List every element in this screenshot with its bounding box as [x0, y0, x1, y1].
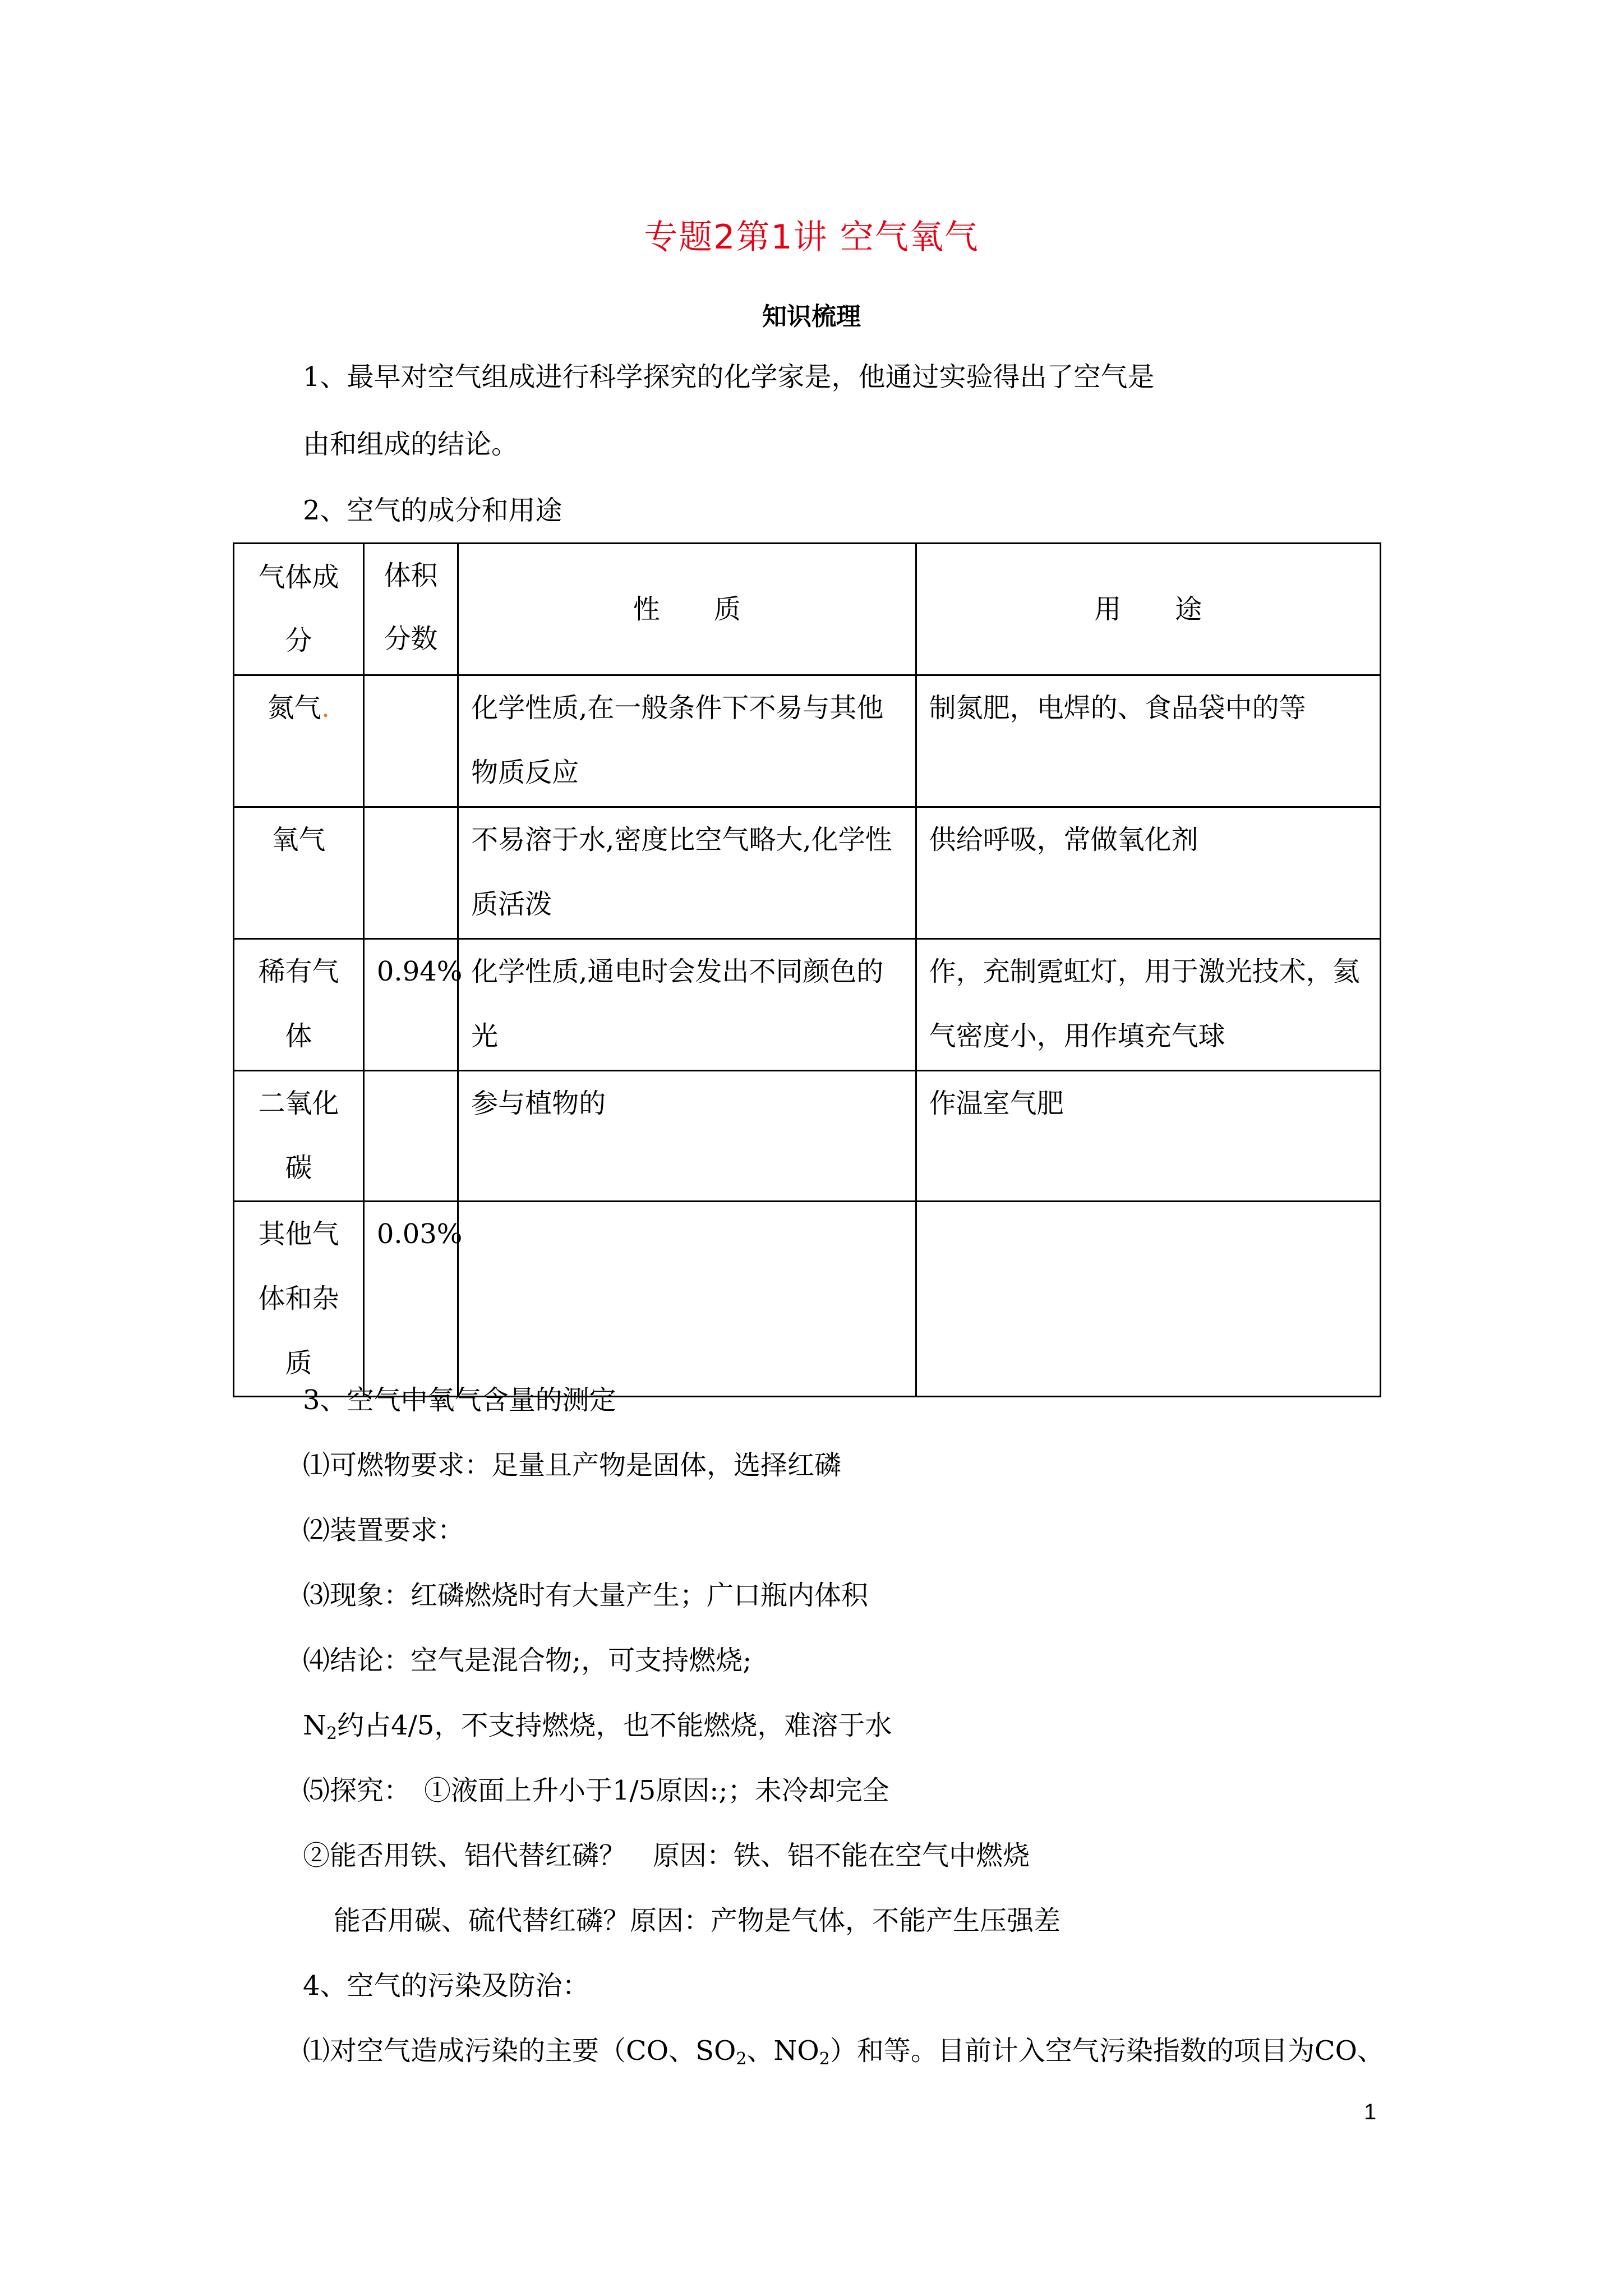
row-oxygen-use: 供给呼吸，常做氧化剂	[916, 807, 1380, 939]
header-property: 性 质	[458, 544, 916, 675]
row-oxygen-fraction	[363, 807, 458, 939]
air-composition-table	[233, 542, 1381, 1397]
n2-symbol: N	[303, 1710, 326, 1741]
item3-sub6: ②能否用铁、铝代替红磷？ 原因：铁、铝不能在空气中燃烧	[303, 1840, 1030, 1871]
item4-part1: ⑴对空气造成污染的主要（CO、SO	[303, 2035, 736, 2067]
item4-part3: ）和等。目前计入空气污染指数的项目为CO、	[829, 2035, 1384, 2067]
row-nitrogen-fraction	[363, 675, 458, 807]
item1-line1: 1、最早对空气组成进行科学探究的化学家是，他通过实验得出了空气是	[303, 361, 1155, 393]
table-row	[234, 1202, 1381, 1397]
row-others-property	[458, 1202, 916, 1397]
row-noble-gas-use: 作，充制霓虹灯，用于激光技术，氦气密度小，用作填充气球	[916, 939, 1380, 1071]
row-co2-property: 参与植物的	[458, 1071, 916, 1202]
item4-sub1	[303, 2031, 1384, 2079]
row-nitrogen-use: 制氮肥，电焊的、食品袋中的等	[916, 675, 1380, 807]
item3-sub7: 能否用碳、硫代替红磷？原因：产物是气体，不能产生压强差	[334, 1905, 1061, 1936]
item3-sub4: ⑷结论：空气是混合物;，可支持燃烧;	[303, 1645, 752, 1676]
row-others-fraction: 0.03%	[363, 1202, 458, 1397]
item3-heading: 3、空气中氧气含量的测定	[303, 1384, 616, 1416]
name-mark: .	[321, 692, 330, 724]
row-co2-name: 二氧化碳	[234, 1071, 364, 1202]
n2-line	[303, 1706, 892, 1754]
row-noble-gas-fraction: 0.94%	[363, 939, 458, 1071]
row-oxygen-property: 不易溶于水,密度比空气略大,化学性质活泼	[458, 807, 916, 939]
row-others-use	[916, 1202, 1380, 1397]
item2-heading: 2、空气的成分和用途	[303, 495, 562, 526]
row-nitrogen-name	[234, 675, 364, 807]
table-row	[234, 807, 1381, 939]
row-co2-fraction	[363, 1071, 458, 1202]
table-row	[234, 939, 1381, 1071]
row-co2-use: 作温室气肥	[916, 1071, 1380, 1202]
header-fraction-line2: 分数	[384, 623, 438, 655]
item3-sub2: ⑵装置要求：	[303, 1515, 465, 1546]
header-fraction	[363, 544, 458, 675]
row-nitrogen-property: 化学性质,在一般条件下不易与其他物质反应	[458, 675, 916, 807]
item3-sub3: ⑶现象：红磷燃烧时有大量产生；广口瓶内体积	[303, 1580, 869, 1611]
header-component: 气体成分	[234, 544, 364, 675]
page-number: 1	[1364, 2100, 1377, 2124]
n2-subscript: 2	[326, 1724, 338, 1743]
item1-line2: 由和组成的结论。	[303, 429, 519, 460]
table-row	[234, 675, 1381, 807]
row-noble-gas-property: 化学性质,通电时会发出不同颜色的光	[458, 939, 916, 1071]
item4-part2: 、NO	[746, 2035, 819, 2067]
no2-subscript: 2	[819, 2049, 830, 2069]
item3-sub1: ⑴可燃物要求：足量且产物是固体，选择红磷	[303, 1450, 842, 1481]
item3-sub5: ⑸探究： ①液面上升小于1/5原因:;；未冷却完全	[303, 1775, 889, 1806]
header-use: 用 途	[916, 544, 1380, 675]
section-heading: 知识梳理	[762, 302, 861, 331]
header-fraction-line1: 体积	[384, 560, 438, 591]
row-noble-gas-name: 稀有气体	[234, 939, 364, 1071]
page-title: 专题2第1讲 空气氧气	[644, 218, 979, 257]
row-others-name: 其他气体和杂质	[234, 1202, 364, 1397]
table-row	[234, 1071, 1381, 1202]
row-oxygen-name: 氧气	[234, 807, 364, 939]
item4-heading: 4、空气的污染及防治：	[303, 1970, 589, 2001]
so2-subscript: 2	[736, 2049, 747, 2069]
table-header-row	[234, 544, 1381, 675]
gas-name: 氮气	[267, 692, 321, 724]
n2-text: 约占4/5，不支持燃烧，也不能燃烧，难溶于水	[337, 1710, 892, 1741]
